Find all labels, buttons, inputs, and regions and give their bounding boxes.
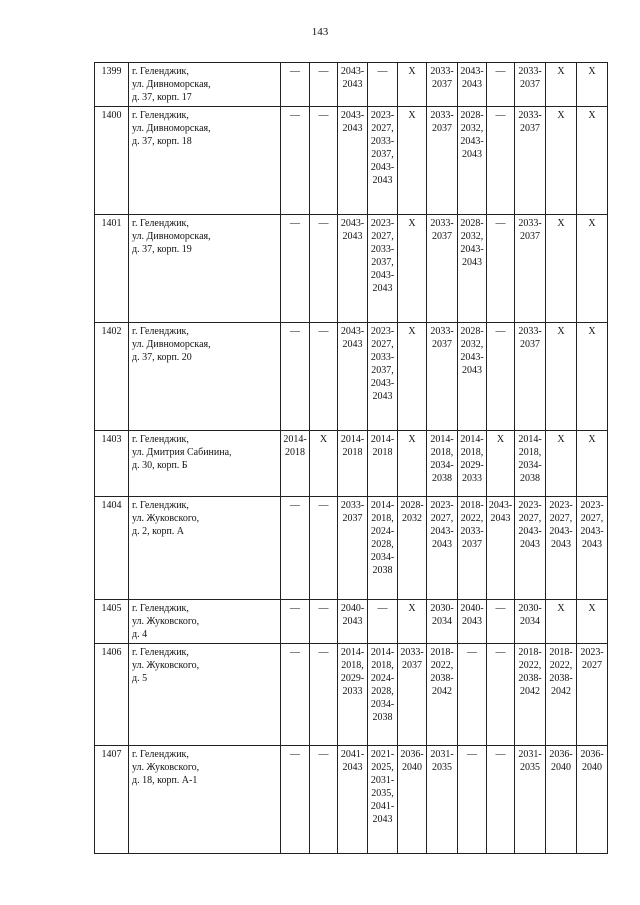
period-text: 2018- 2022, 2038- 2042 [430, 647, 454, 697]
period-text: 2036- 2040 [580, 749, 604, 773]
period-text: X [557, 326, 565, 337]
period-text: 2033- 2037 [518, 326, 542, 350]
table-row [95, 644, 608, 746]
period-cell [398, 107, 427, 215]
period-cell [577, 323, 608, 431]
address-text: г. Геленджик, ул. Жуковского, д. 18, корп. А-1 [132, 749, 200, 786]
period-text: — [290, 749, 300, 760]
period-cell [310, 63, 338, 107]
period-cell [427, 215, 458, 323]
table-row [95, 746, 608, 854]
period-cell [487, 600, 515, 644]
period-cell [546, 431, 577, 497]
address-text: г. Геленджик, ул. Жуковского, д. 4 [132, 603, 200, 640]
period-text: 2041- 2043 [340, 749, 365, 773]
period-text: 2033- 2037 [400, 647, 424, 671]
period-text: X [408, 66, 416, 77]
period-cell [487, 63, 515, 107]
period-cell [281, 746, 310, 854]
period-text: — [495, 603, 506, 614]
period-text: 2033- 2037 [430, 326, 454, 350]
period-cell [398, 600, 427, 644]
period-text: 2014- 2018, 2034- 2038 [430, 434, 454, 484]
period-text: 2043- 2043 [460, 66, 484, 90]
address-cell [129, 431, 281, 497]
table-row [95, 323, 608, 431]
period-text: 2023- 2027, 2033- 2037, 2043- 2043 [370, 110, 395, 186]
period-cell [368, 63, 398, 107]
period-cell [487, 107, 515, 215]
period-cell [487, 323, 515, 431]
period-text: 2014- 2018 [370, 434, 395, 458]
period-cell [427, 746, 458, 854]
period-text: 2023- 2027, 2033- 2037, 2043- 2043 [370, 326, 395, 402]
row-number-text: 1401 [101, 218, 122, 229]
address-text: г. Геленджик, ул. Жуковского, д. 2, корп. А [132, 500, 200, 537]
period-text: X [588, 603, 596, 614]
period-text: — [290, 603, 300, 614]
period-cell [368, 644, 398, 746]
period-cell [546, 323, 577, 431]
period-cell [310, 746, 338, 854]
period-text: 2023- 2027 [580, 647, 604, 671]
period-text: 2033- 2037 [518, 66, 542, 90]
row-number-text: 1399 [101, 66, 122, 77]
period-cell [458, 431, 487, 497]
table-row [95, 497, 608, 600]
period-cell [487, 431, 515, 497]
address-text: г. Геленджик, ул. Дмитрия Сабинина, д. 30, корп. Б [132, 434, 232, 471]
period-cell [338, 323, 368, 431]
period-cell [368, 431, 398, 497]
period-cell [577, 431, 608, 497]
address-cell [129, 497, 281, 600]
period-cell [515, 63, 546, 107]
period-text: — [495, 218, 506, 229]
period-text: X [557, 603, 565, 614]
period-text: X [588, 434, 596, 445]
period-cell [546, 746, 577, 854]
row-number-text: 1400 [101, 110, 122, 121]
period-text: — [318, 603, 329, 614]
row-number [95, 497, 129, 600]
period-cell [398, 746, 427, 854]
period-text: 2014- 2018 [283, 434, 307, 458]
period-cell [427, 63, 458, 107]
period-cell [487, 644, 515, 746]
address-cell [129, 644, 281, 746]
period-cell [427, 644, 458, 746]
period-text: — [495, 66, 506, 77]
period-text: 2018- 2022, 2033- 2037 [460, 500, 484, 550]
period-cell [515, 497, 546, 600]
period-cell [546, 497, 577, 600]
period-cell [427, 497, 458, 600]
address-text: г. Геленджик, ул. Дивноморская, д. 37, корп. 20 [132, 326, 211, 363]
table-body [95, 63, 608, 854]
period-cell [310, 215, 338, 323]
period-text: X [557, 66, 565, 77]
table-row [95, 107, 608, 215]
period-cell [338, 497, 368, 600]
period-cell [310, 644, 338, 746]
period-cell [398, 431, 427, 497]
period-cell [281, 215, 310, 323]
period-text: — [290, 647, 300, 658]
period-cell [487, 497, 515, 600]
period-text: 2028- 2032, 2043- 2043 [460, 110, 484, 160]
period-cell [338, 431, 368, 497]
period-text: 2023- 2027, 2043- 2043 [518, 500, 542, 550]
period-cell [281, 107, 310, 215]
period-text: — [495, 749, 506, 760]
period-cell [515, 107, 546, 215]
address-cell [129, 746, 281, 854]
period-text: X [588, 66, 596, 77]
period-cell [515, 431, 546, 497]
period-text: — [318, 66, 329, 77]
period-text: — [318, 110, 329, 121]
period-cell [487, 746, 515, 854]
period-cell [458, 63, 487, 107]
period-text: 2033- 2037 [340, 500, 365, 524]
period-text: 2033- 2037 [430, 66, 454, 90]
period-cell [398, 323, 427, 431]
period-text: — [290, 326, 300, 337]
period-cell [546, 644, 577, 746]
period-cell [515, 644, 546, 746]
period-text: 2018- 2022, 2038- 2042 [549, 647, 573, 697]
period-text: X [319, 434, 328, 445]
period-text: 2033- 2037 [518, 110, 542, 134]
period-cell [427, 600, 458, 644]
period-cell [368, 600, 398, 644]
period-text: 2023- 2027, 2043- 2043 [580, 500, 604, 550]
period-text: 2031- 2035 [430, 749, 454, 773]
row-number [95, 107, 129, 215]
row-number-text: 1407 [101, 749, 122, 760]
period-text: 2021- 2025, 2031- 2035, 2041- 2043 [370, 749, 395, 825]
period-cell [281, 63, 310, 107]
period-cell [398, 644, 427, 746]
period-cell [281, 323, 310, 431]
period-cell [458, 644, 487, 746]
period-text: 2014- 2018, 2034- 2038 [518, 434, 542, 484]
address-cell [129, 215, 281, 323]
period-cell [338, 600, 368, 644]
period-text: 2043- 2043 [340, 110, 365, 134]
period-cell [310, 323, 338, 431]
period-text: — [377, 66, 388, 77]
period-cell [368, 746, 398, 854]
period-cell [338, 215, 368, 323]
period-text: 2043- 2043 [340, 326, 365, 350]
period-cell [368, 323, 398, 431]
period-cell [546, 63, 577, 107]
period-cell [398, 63, 427, 107]
period-text: 2040- 2043 [340, 603, 365, 627]
address-text: г. Геленджик, ул. Дивноморская, д. 37, корп. 17 [132, 66, 211, 103]
period-text: 2033- 2037 [518, 218, 542, 242]
row-number-text: 1404 [101, 500, 122, 511]
period-text: X [588, 326, 596, 337]
row-number-text: 1406 [101, 647, 122, 658]
row-number [95, 600, 129, 644]
table-row [95, 63, 608, 107]
period-cell [515, 323, 546, 431]
period-cell [458, 746, 487, 854]
period-cell [338, 63, 368, 107]
period-text: — [377, 603, 388, 614]
period-cell [546, 107, 577, 215]
period-cell [577, 600, 608, 644]
period-cell [368, 215, 398, 323]
period-cell [398, 215, 427, 323]
period-text: 2043- 2043 [488, 500, 513, 524]
period-cell [458, 215, 487, 323]
period-text: 2028- 2032, 2043- 2043 [460, 326, 484, 376]
period-text: 2028- 2032, 2043- 2043 [460, 218, 484, 268]
registry-table [94, 62, 608, 854]
period-text: 2036- 2040 [549, 749, 573, 773]
address-cell [129, 600, 281, 644]
period-cell [281, 644, 310, 746]
period-text: X [588, 110, 596, 121]
period-text: — [290, 500, 300, 511]
period-text: 2031- 2035 [518, 749, 542, 773]
period-cell [368, 497, 398, 600]
period-cell [310, 431, 338, 497]
period-text: 2023- 2027, 2043- 2043 [430, 500, 454, 550]
period-text: 2014- 2018, 2024- 2028, 2034- 2038 [370, 647, 395, 723]
period-text: — [467, 749, 477, 760]
period-cell [515, 215, 546, 323]
period-text: — [318, 647, 329, 658]
period-text: — [495, 647, 506, 658]
period-cell [458, 323, 487, 431]
period-cell [368, 107, 398, 215]
period-cell [577, 497, 608, 600]
period-text: 2028- 2032 [400, 500, 424, 524]
address-text: г. Геленджик, ул. Дивноморская, д. 37, корп. 18 [132, 110, 211, 147]
table-row [95, 431, 608, 497]
period-cell [310, 600, 338, 644]
period-cell [515, 746, 546, 854]
row-number [95, 63, 129, 107]
period-text: 2036- 2040 [400, 749, 424, 773]
period-cell [310, 497, 338, 600]
period-text: — [495, 326, 506, 337]
page-number: 143 [311, 26, 329, 38]
period-text: 2018- 2022, 2038- 2042 [518, 647, 542, 697]
period-text: — [467, 647, 477, 658]
row-number [95, 746, 129, 854]
address-text: г. Геленджик, ул. Дивноморская, д. 37, корп. 19 [132, 218, 211, 255]
period-cell [458, 497, 487, 600]
period-cell [338, 644, 368, 746]
period-cell [546, 600, 577, 644]
period-text: — [290, 218, 300, 229]
period-text: — [290, 66, 300, 77]
period-text: — [318, 749, 329, 760]
period-cell [577, 63, 608, 107]
period-text: X [408, 434, 416, 445]
period-cell [458, 600, 487, 644]
period-text: — [318, 500, 329, 511]
period-cell [577, 644, 608, 746]
period-cell [546, 215, 577, 323]
period-cell [338, 107, 368, 215]
period-cell [577, 746, 608, 854]
row-number [95, 215, 129, 323]
period-cell [577, 215, 608, 323]
row-number-text: 1405 [101, 603, 122, 614]
period-text: — [495, 110, 506, 121]
row-number-text: 1402 [101, 326, 122, 337]
period-text: X [408, 110, 416, 121]
address-cell [129, 323, 281, 431]
period-cell [281, 431, 310, 497]
address-cell [129, 63, 281, 107]
period-text: 2014- 2018, 2029- 2033 [340, 647, 365, 697]
period-cell [427, 107, 458, 215]
period-text: 2014- 2018, 2029- 2033 [460, 434, 484, 484]
period-text: X [557, 218, 565, 229]
period-cell [427, 431, 458, 497]
period-text: 2033- 2037 [430, 218, 454, 242]
row-number [95, 644, 129, 746]
period-cell [281, 497, 310, 600]
period-text: — [318, 326, 329, 337]
row-number [95, 431, 129, 497]
period-text: — [290, 110, 300, 121]
period-text: X [588, 218, 596, 229]
period-cell [427, 323, 458, 431]
period-text: 2043- 2043 [340, 218, 365, 242]
period-text: 2043- 2043 [340, 66, 365, 90]
period-cell [577, 107, 608, 215]
row-number-text: 1403 [101, 434, 122, 445]
period-cell [338, 746, 368, 854]
period-text: 2023- 2027, 2043- 2043 [549, 500, 573, 550]
table-row [95, 600, 608, 644]
period-text: X [408, 603, 416, 614]
period-text: 2030- 2034 [430, 603, 454, 627]
period-cell [458, 107, 487, 215]
period-text: 2033- 2037 [430, 110, 454, 134]
table-row [95, 215, 608, 323]
period-text: 2014- 2018 [340, 434, 365, 458]
period-text: X [496, 434, 505, 445]
period-text: X [557, 434, 565, 445]
period-cell [281, 600, 310, 644]
period-text: 2040- 2043 [460, 603, 484, 627]
period-text: X [408, 326, 416, 337]
address-cell [129, 107, 281, 215]
row-number [95, 323, 129, 431]
period-text: — [318, 218, 329, 229]
period-cell [398, 497, 427, 600]
period-text: 2030- 2034 [518, 603, 542, 627]
period-cell [515, 600, 546, 644]
period-cell [487, 215, 515, 323]
period-text: X [408, 218, 416, 229]
period-text: 2023- 2027, 2033- 2037, 2043- 2043 [370, 218, 395, 294]
address-text: г. Геленджик, ул. Жуковского, д. 5 [132, 647, 200, 684]
period-text: X [557, 110, 565, 121]
period-cell [310, 107, 338, 215]
period-text: 2014- 2018, 2024- 2028, 2034- 2038 [370, 500, 395, 576]
